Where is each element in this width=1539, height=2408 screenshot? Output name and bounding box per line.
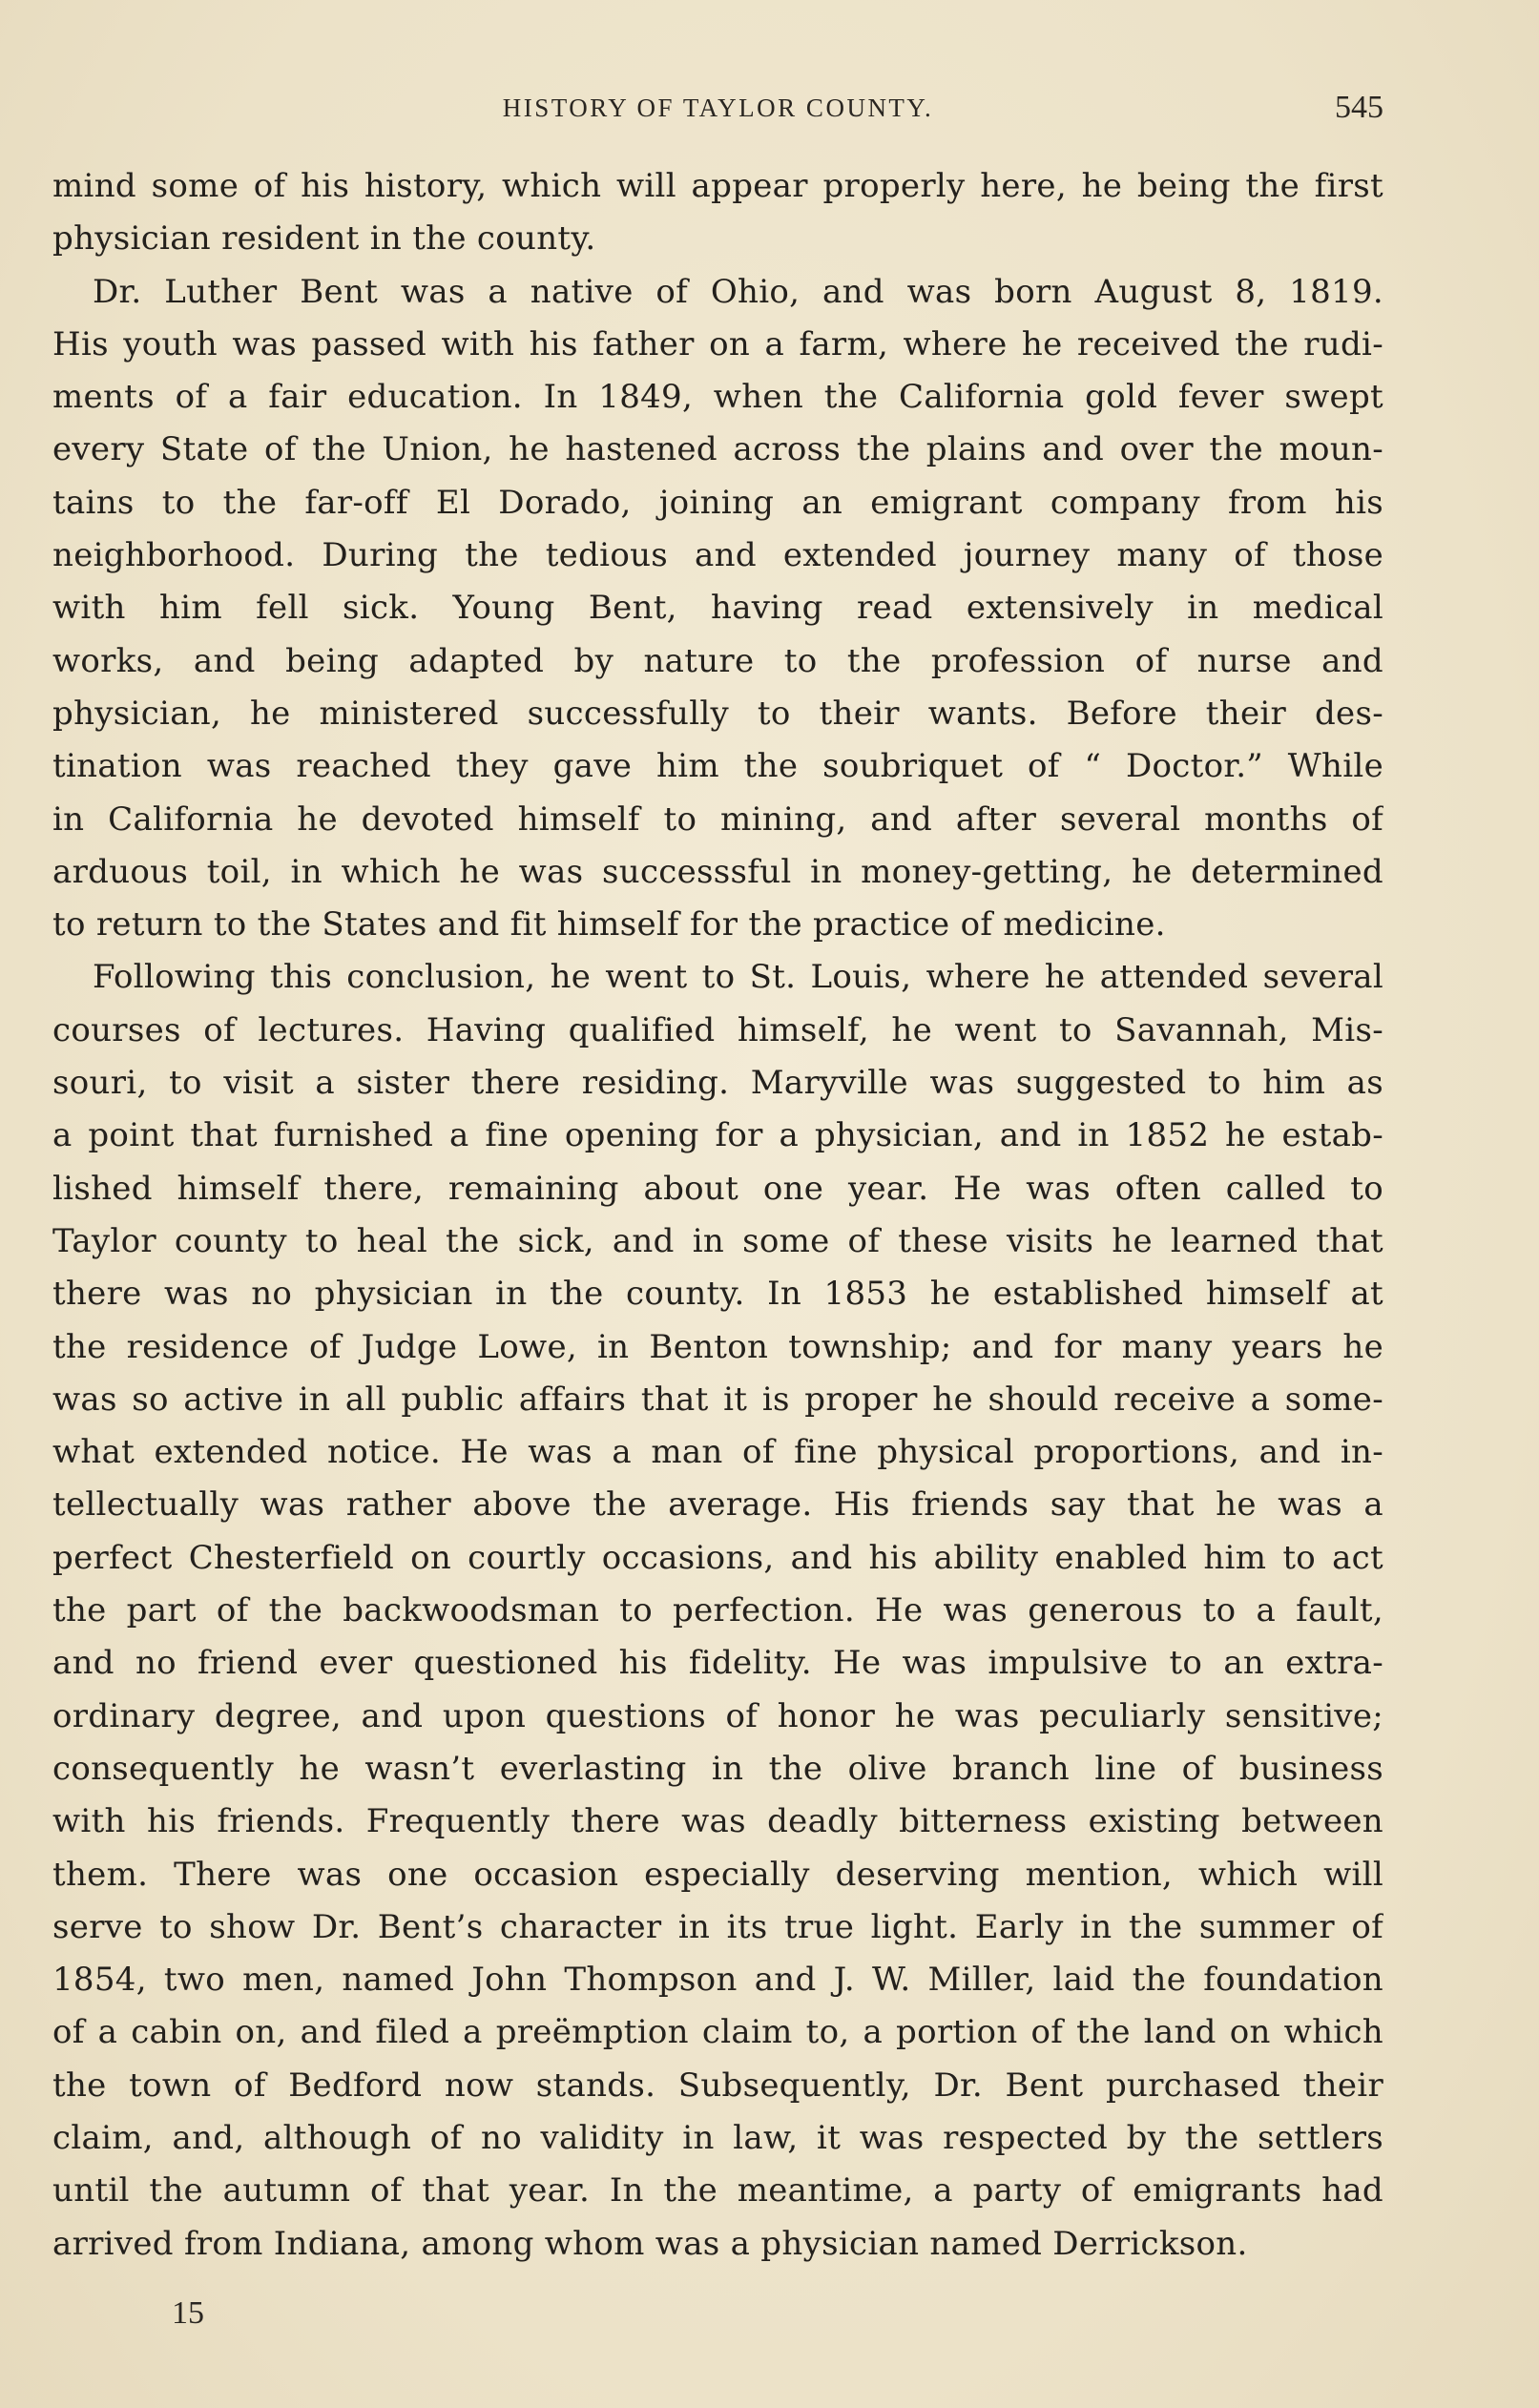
text-line: serve to show Dr. Bent’s character in its true light. Early in the summer of <box>52 1907 1383 1946</box>
text-line: the residence of Judge Lowe, in Benton township; and for many years he <box>52 1327 1383 1366</box>
text-line: tains to the far-off El Dorado, joining an emigrant company from his <box>52 483 1383 522</box>
text-line: physician, he ministered successfully to their wants. Before their des- <box>52 694 1383 733</box>
text-line: lished himself there, remaining about one year. He was often called to <box>52 1169 1383 1208</box>
text-line: what extended notice. He was a man of fine physical proportions, and in- <box>52 1433 1383 1472</box>
text-line: tination was reached they gave him the soubriquet of “ Doctor.” While <box>52 747 1383 786</box>
text-line: ordinary degree, and upon questions of honor he was peculiarly sensitive; <box>52 1696 1383 1735</box>
text-line: until the autumn of that year. In the meantime, a party of emigrants had <box>52 2171 1383 2211</box>
text-line: in California he devoted himself to mining, and after several months of <box>52 799 1383 839</box>
text-line: the part of the backwoodsman to perfection. He was generous to a fault, <box>52 1591 1383 1630</box>
text-line: consequently he wasn’t everlasting in the olive branch line of business <box>52 1749 1383 1788</box>
signature-mark: 15 <box>172 2295 204 2331</box>
text-line: mind some of his history, which will appear properly here, he being the first <box>52 167 1383 205</box>
page-number: 545 <box>1335 90 1383 125</box>
text-line: with his friends. Frequently there was deadly bitterness existing between <box>52 1802 1383 1841</box>
text-line: works, and being adapted by nature to the profession of nurse and <box>52 641 1383 680</box>
body-text <box>52 160 1383 2271</box>
text-line: 1854, two men, named John Thompson and J. W. Miller, laid the foundation <box>52 1961 1383 2000</box>
text-line: there was no physician in the county. In 1853 he established himself at <box>52 1275 1383 1314</box>
text-line: and no friend ever questioned his fidelity. He was impulsive to an extra- <box>52 1644 1383 1683</box>
text-line: ments of a fair education. In 1849, when the California gold fever swept <box>52 378 1383 417</box>
text-line: arduous toil, in which he was successsful in money-getting, he determined <box>52 852 1383 891</box>
text-line: perfect Chesterfield on courtly occasions, and his ability enabled him to act <box>52 1538 1383 1577</box>
text-line: Dr. Luther Bent was a native of Ohio, and was born August 8, 1819. <box>93 272 1383 311</box>
text-line: with him fell sick. Young Bent, having read extensively in medical <box>52 589 1383 628</box>
text-line: them. There was one occasion especially deserving mention, which will <box>52 1855 1383 1894</box>
text-line: tellectually was rather above the average. His friends say that he was a <box>52 1485 1383 1525</box>
text-line: of a cabin on, and filed a preëmption claim to, a portion of the land on which <box>52 2013 1383 2052</box>
text-line: every State of the Union, he hastened across the plains and over the moun- <box>52 430 1383 469</box>
paragraph <box>52 160 1383 266</box>
page-header <box>52 84 1383 132</box>
text-line: claim, and, although of no validity in law, it was respected by the settlers <box>52 2118 1383 2157</box>
text-line: was so active in all public affairs that it is proper he should receive a some- <box>52 1380 1383 1419</box>
text-line: a point that furnished a fine opening for a physician, and in 1852 he estab- <box>52 1116 1383 1155</box>
text-line: His youth was passed with his father on a farm, where he received the rudi- <box>52 324 1383 363</box>
text-line: physician resident in the county. <box>52 219 596 259</box>
text-line: courses of lectures. Having qualified himself, he went to Savannah, Mis- <box>52 1010 1383 1049</box>
text-line: neighborhood. During the tedious and extended journey many of those <box>52 536 1383 575</box>
text-line: the town of Bedford now stands. Subsequently, Dr. Bent purchased their <box>52 2065 1383 2105</box>
paragraph <box>52 266 1383 952</box>
text-line: souri, to visit a sister there residing. Maryville was suggested to him as <box>52 1064 1383 1103</box>
paragraph <box>52 951 1383 2270</box>
text-line: arrived from Indiana, among whom was a physician named Derrickson. <box>52 2224 1248 2263</box>
running-head: HISTORY OF TAYLOR COUNTY. <box>502 93 934 122</box>
text-line: Taylor county to heal the sick, and in some of these visits he learned that <box>52 1221 1383 1260</box>
text-line: Following this conclusion, he went to St. Louis, where he attended several <box>93 958 1383 997</box>
text-line: to return to the States and fit himself for the practice of medicine. <box>52 905 1166 945</box>
